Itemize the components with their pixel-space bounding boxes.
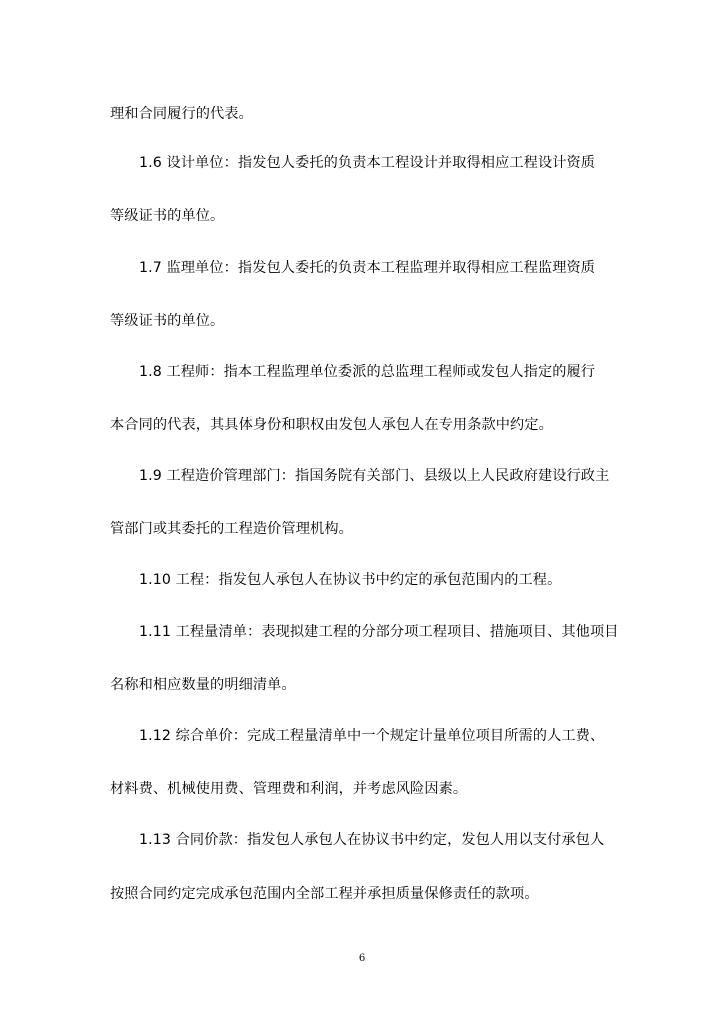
text-line: 理和合同履行的代表。 bbox=[110, 106, 253, 122]
clause-1-6-line-1: 1.6 设计单位：指发包人委托的负责本工程设计并取得相应工程设计资质 bbox=[139, 155, 596, 171]
clause-1-12-line-1: 1.12 综合单价：完成工程量清单中一个规定计量单位项目所需的人工费、 bbox=[139, 728, 605, 744]
clause-1-6-line-2: 等级证书的单位。 bbox=[110, 208, 225, 224]
clause-1-9-line-1: 1.9 工程造价管理部门：指国务院有关部门、县级以上人民政府建设行政主 bbox=[139, 468, 610, 484]
page-number: 6 bbox=[358, 953, 366, 964]
clause-1-7-line-1: 1.7 监理单位：指发包人委托的负责本工程监理并取得相应工程监理资质 bbox=[139, 260, 596, 276]
clause-1-10-line-1: 1.10 工程：指发包人承包人在协议书中约定的承包范围内的工程。 bbox=[139, 572, 562, 588]
clause-1-8-line-1: 1.8 工程师：指本工程监理单位委派的总监理工程师或发包人指定的履行 bbox=[139, 364, 596, 380]
clause-1-8-line-2: 本合同的代表，其具体身份和职权由发包人承包人在专用条款中约定。 bbox=[110, 417, 553, 433]
clause-1-12-line-2: 材料费、机械使用费、管理费和利润，并考虑风险因素。 bbox=[110, 781, 468, 797]
clause-1-9-line-2: 管部门或其委托的工程造价管理机构。 bbox=[110, 521, 353, 537]
clause-1-11-line-1: 1.11 工程量清单：表现拟建工程的分部分项工程项目、措施项目、其他项目 bbox=[139, 624, 619, 640]
clause-1-7-line-2: 等级证书的单位。 bbox=[110, 313, 225, 329]
clause-1-11-line-2: 名称和相应数量的明细清单。 bbox=[110, 677, 296, 693]
clause-1-13-line-2: 按照合同约定完成承包范围内全部工程并承担质量保修责任的款项。 bbox=[110, 886, 539, 902]
clause-1-13-line-1: 1.13 合同价款：指发包人承包人在协议书中约定，发包人用以支付承包人 bbox=[139, 832, 605, 848]
